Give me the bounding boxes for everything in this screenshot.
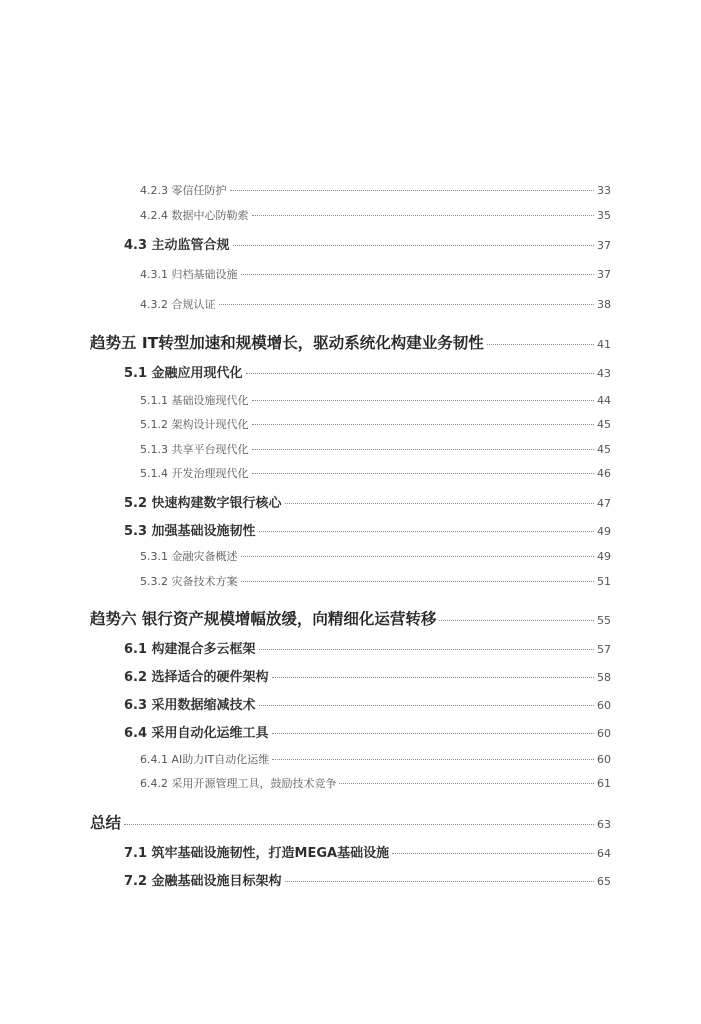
dot-leader	[285, 503, 594, 504]
toc-entry-title: 7.1 筑牢基础设施韧性，打造MEGA基础设施	[124, 846, 390, 861]
dot-leader	[252, 449, 595, 450]
toc-entry-title: 4.2.3 零信任防护	[140, 184, 227, 197]
toc-entry-title: 4.3.1 归档基础设施	[140, 268, 238, 281]
toc-entry-page: 43	[597, 367, 611, 380]
dot-leader	[230, 190, 595, 191]
toc-entry-4-3[interactable]	[124, 234, 611, 253]
toc-entry-6-1[interactable]	[124, 638, 611, 657]
toc-entry-5-1-2[interactable]	[140, 416, 611, 432]
dot-leader	[252, 215, 595, 216]
toc-entry-title: 4.3 主动监管合规	[124, 238, 230, 253]
dot-leader	[259, 649, 594, 650]
dot-leader	[219, 304, 595, 305]
toc-entry-page: 49	[597, 525, 611, 538]
toc-entry-title: 4.3.2 合规认证	[140, 298, 216, 311]
toc-entry-page: 64	[597, 847, 611, 860]
toc-entry-6-4-2[interactable]	[140, 775, 611, 791]
toc-entry-7-1[interactable]	[124, 842, 611, 861]
toc-entry-5-1-4[interactable]	[140, 465, 611, 481]
toc-entry-title: 5.1.1 基础设施现代化	[140, 394, 249, 407]
toc-entry-page: 44	[597, 394, 611, 407]
toc-entry-title: 6.4.1 AI助力IT自动化运维	[140, 753, 270, 766]
toc-entry-title: 总结	[90, 814, 122, 832]
toc-entry-5-3-2[interactable]	[140, 573, 611, 589]
toc-entry-4-3-2[interactable]	[140, 296, 611, 312]
toc-entry-page: 45	[597, 418, 611, 431]
toc-entry-6-4-1[interactable]	[140, 751, 611, 767]
toc-entry-6-2[interactable]	[124, 666, 611, 685]
toc-entry-page: 51	[597, 575, 611, 588]
toc-entry-page: 33	[597, 184, 611, 197]
toc-entry-title: 5.2 快速构建数字银行核心	[124, 496, 282, 511]
toc-entry-trend-5[interactable]	[90, 331, 611, 353]
toc-entry-page: 57	[597, 643, 611, 656]
toc-entry-6-3[interactable]	[124, 694, 611, 713]
dot-leader	[487, 344, 594, 345]
toc-entry-title: 5.3.2 灾备技术方案	[140, 575, 238, 588]
dot-leader	[241, 274, 595, 275]
dot-leader	[259, 531, 594, 532]
toc-entry-page: 38	[597, 298, 611, 311]
toc-entry-page: 55	[597, 614, 611, 627]
toc-entry-title: 趋势六 银行资产规模增幅放缓，向精细化运营转移	[90, 610, 437, 628]
dot-leader	[124, 824, 594, 825]
toc-entry-page: 60	[597, 753, 611, 766]
toc-entry-title: 5.1.3 共享平台现代化	[140, 443, 249, 456]
toc-entry-title: 6.4 采用自动化运维工具	[124, 726, 269, 741]
toc-entry-page: 60	[597, 699, 611, 712]
toc-entry-5-2[interactable]	[124, 492, 611, 511]
toc-entry-page: 35	[597, 209, 611, 222]
dot-leader	[252, 473, 595, 474]
dot-leader	[272, 733, 594, 734]
toc-entry-4-2-3[interactable]	[140, 182, 611, 198]
toc-entry-7-2[interactable]	[124, 870, 611, 889]
toc-entry-page: 37	[597, 239, 611, 252]
toc-entry-page: 61	[597, 777, 611, 790]
dot-leader	[241, 556, 595, 557]
toc-entry-page: 46	[597, 467, 611, 480]
toc-entry-page: 65	[597, 875, 611, 888]
toc-entry-title: 趋势五 IT转型加速和规模增长，驱动系统化构建业务韧性	[90, 334, 484, 352]
toc-entry-title: 5.3.1 金融灾备概述	[140, 550, 238, 563]
toc-entry-title: 5.1.4 开发治理现代化	[140, 467, 249, 480]
toc-entry-page: 37	[597, 268, 611, 281]
dot-leader	[233, 245, 594, 246]
toc-entry-page: 41	[597, 338, 611, 351]
toc-entry-page: 60	[597, 727, 611, 740]
toc-entry-title: 5.1 金融应用现代化	[124, 366, 243, 381]
toc-entry-title: 6.3 采用数据缩减技术	[124, 698, 256, 713]
toc-entry-title: 5.3 加强基础设施韧性	[124, 524, 256, 539]
toc-entry-4-3-1[interactable]	[140, 266, 611, 282]
toc-entry-page: 63	[597, 818, 611, 831]
toc-entry-title: 6.2 选择适合的硬件架构	[124, 670, 269, 685]
toc-entry-5-3-1[interactable]	[140, 548, 611, 564]
dot-leader	[252, 400, 595, 401]
toc-entry-title: 7.2 金融基础设施目标架构	[124, 874, 282, 889]
toc-entry-5-3[interactable]	[124, 520, 611, 539]
dot-leader	[241, 581, 595, 582]
toc-entry-page: 49	[597, 550, 611, 563]
toc-entry-title: 6.4.2 采用开源管理工具，鼓励技术竞争	[140, 777, 337, 790]
toc-entry-title: 4.2.4 数据中心防勒索	[140, 209, 249, 222]
toc-entry-5-1[interactable]	[124, 362, 611, 381]
dot-leader	[252, 424, 595, 425]
dot-leader	[339, 783, 594, 784]
toc-entry-title: 5.1.2 架构设计现代化	[140, 418, 249, 431]
dot-leader	[285, 881, 594, 882]
toc-entry-page: 58	[597, 671, 611, 684]
toc-entry-6-4[interactable]	[124, 722, 611, 741]
toc-entry-page: 47	[597, 497, 611, 510]
toc-entry-summary[interactable]	[90, 811, 611, 833]
dot-leader	[392, 853, 594, 854]
toc-entry-4-2-4[interactable]	[140, 207, 611, 223]
toc-entry-5-1-1[interactable]	[140, 392, 611, 408]
dot-leader	[272, 677, 594, 678]
dot-leader	[439, 620, 594, 621]
dot-leader	[272, 759, 594, 760]
toc-entry-trend-6[interactable]	[90, 607, 611, 629]
dot-leader	[259, 705, 594, 706]
toc-entry-5-1-3[interactable]	[140, 441, 611, 457]
dot-leader	[246, 373, 594, 374]
toc-entry-title: 6.1 构建混合多云框架	[124, 642, 256, 657]
toc-entry-page: 45	[597, 443, 611, 456]
